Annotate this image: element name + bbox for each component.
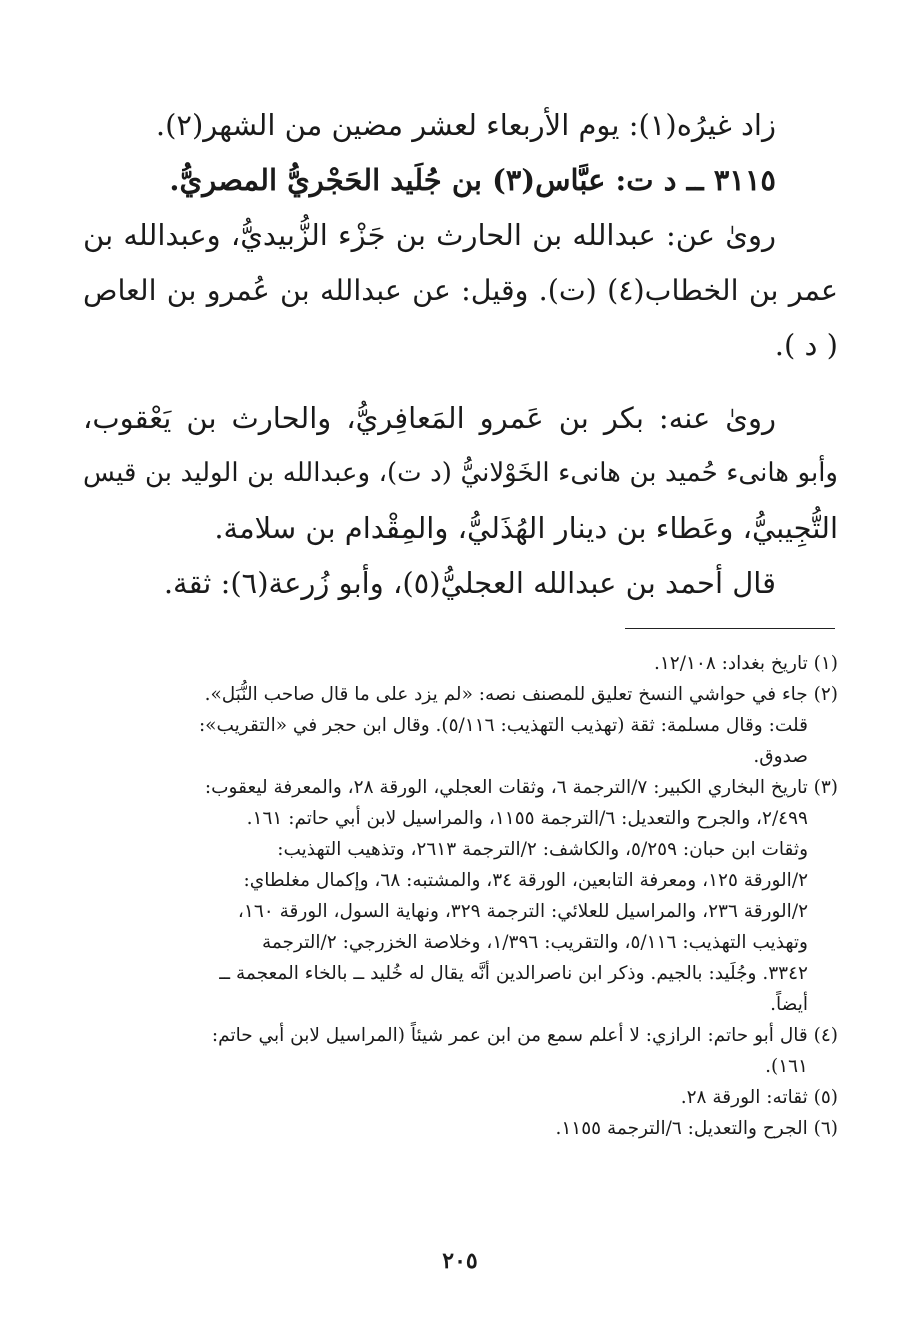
text-line: التُّجِيبيُّ، وعَطاء بن دينار الهُذَليُّ، والمِقْدام بن سلامة. bbox=[214, 511, 838, 545]
footnotes bbox=[83, 648, 838, 1144]
footnote-line: أيضاً. bbox=[770, 994, 808, 1015]
footnote-line: (٣) تاريخ البخاري الكبير: ٧/الترجمة ٦، وثقات العجلي، الورقة ٢٨، والمعرفة ليعقوب: bbox=[204, 777, 838, 798]
footnote-line: (٦) الجرح والتعديل: ٦/الترجمة ١١٥٥. bbox=[555, 1118, 838, 1139]
text-line: وأبو هانىء حُميد بن هانىء الخَوْلانيُّ (د ت)، وعبدالله بن الوليد بن قيس bbox=[83, 458, 838, 488]
footnote-line: (٢) جاء في حواشي النسخ تعليق للمصنف نصه: «لم يزد على ما قال صاحب النُّبَل». bbox=[204, 684, 838, 705]
footnote-line: قلت: وقال مسلمة: ثقة (تهذيب التهذيب: ٥/١١٦). وقال ابن حجر في «التقريب»: bbox=[198, 715, 808, 736]
footnote-line: ٢/الورقة ٢٣٦، والمراسيل للعلائي: الترجمة ٣٢٩، ونهاية السول، الورقة ١٦٠، bbox=[237, 901, 808, 922]
text-line: ( د ). bbox=[774, 328, 838, 362]
text-line: زاد غيرُه(١): يوم الأربعاء لعشر مضين من الشهر(٢). bbox=[155, 108, 776, 142]
footnote-line: ١٦١). bbox=[765, 1056, 808, 1077]
text-line: روىٰ عن: عبدالله بن الحارث بن جَزْء الزُّبيديُّ، وعبدالله بن bbox=[83, 218, 777, 252]
footnote-line: صدوق. bbox=[753, 746, 808, 767]
footnote-line: ٢/٤٩٩، والجرح والتعديل: ٦/الترجمة ١١٥٥، والمراسيل لابن أبي حاتم: ١٦١. bbox=[246, 808, 808, 829]
footnote-line: (٥) ثقاته: الورقة ٢٨. bbox=[680, 1087, 838, 1108]
page-number: ٢٠٥ bbox=[442, 1248, 478, 1274]
footnote-line: وتهذيب التهذيب: ٥/١١٦، والتقريب: ١/٣٩٦، وخلاصة الخزرجي: ٢/الترجمة bbox=[261, 932, 808, 953]
text-line: عمر بن الخطاب(٤) (ت). وقيل: عن عبدالله بن عُمرو بن العاص bbox=[83, 274, 838, 307]
footnote-line: (١) تاريخ بغداد: ١٢/١٠٨. bbox=[653, 653, 838, 674]
footnote-line: وثقات ابن حبان: ٥/٢٥٩، والكاشف: ٢/الترجمة ٢٦١٣، وتذهيب التهذيب: bbox=[277, 839, 808, 860]
text-line: روىٰ عنه: بكر بن عَمرو المَعافِريُّ، والحارث بن يَعْقوب، bbox=[83, 401, 776, 435]
footnote-line: (٤) قال أبو حاتم: الرازي: لا أعلم سمع من ابن عمر شيئاً (المراسيل لابن أبي حاتم: bbox=[211, 1025, 838, 1046]
text-line: قال أحمد بن عبدالله العجليُّ(٥)، وأبو زُرعة(٦): ثقة. bbox=[163, 566, 776, 600]
footnote-line: ٣٣٤٢. وجُلَيد: بالجيم. وذكر ابن ناصرالدين أنَّه يقال له خُليد ــ بالخاء المعجمة ــ bbox=[219, 963, 808, 984]
footnote-divider bbox=[625, 628, 835, 629]
entry-heading: ٣١١٥ ــ د ت: عبَّاس(٣) بن جُلَيد الحَجْريُّ المصريُّ. bbox=[169, 163, 776, 197]
main-text bbox=[83, 98, 838, 611]
footnote-line: ٢/الورقة ١٢٥، ومعرفة التابعين، الورقة ٣٤، والمشتبه: ٦٨، وإكمال مغلطاي: bbox=[243, 870, 808, 891]
